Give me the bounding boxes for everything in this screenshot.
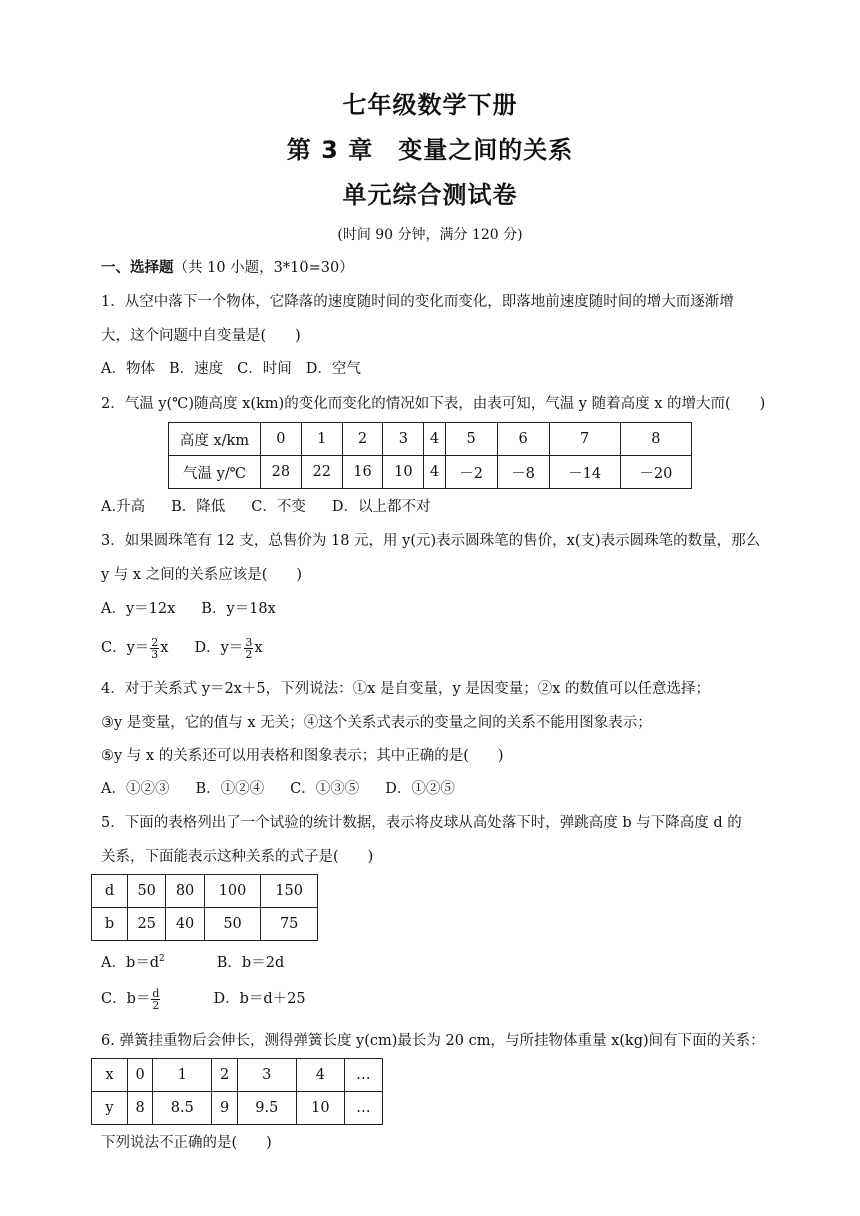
q3-options-ab <box>101 598 276 620</box>
q4-option-d: D．①②⑤ <box>385 781 455 797</box>
q5-option-c: C．b＝ $\frac{d}{2}$ <box>101 986 160 1012</box>
q1-stem-line2: 大，这个问题中自变量是( ) <box>101 328 301 344</box>
q5-option-a: A．$b=d^2$ <box>101 954 165 971</box>
q1-option-b: B．速度 <box>168 361 224 377</box>
table-cell: 150 <box>261 875 318 908</box>
section-note: （共 10 小题，3*10=30） <box>173 260 354 276</box>
q3-options-cd <box>101 631 263 665</box>
q3-stem-line2: y 与 x 之间的关系应该是( ) <box>101 567 303 583</box>
table-cell: 7 <box>549 423 620 456</box>
q4-option-c: C．①③⑤ <box>290 781 360 797</box>
table-cell: 1 <box>301 423 342 456</box>
table-cell: 气温 y/℃ <box>169 456 261 489</box>
q3-stem-line1: 3．如果圆珠笔有 12 支，总售价为 18 元，用 y(元)表示圆珠笔的售价，x(支)表示圆珠笔的数量，那么 <box>101 533 761 549</box>
table-cell: 高度 x/km <box>169 423 261 456</box>
table-row <box>92 1059 383 1092</box>
table-cell: b <box>92 908 128 941</box>
q6-table <box>91 1058 383 1125</box>
section-heading <box>101 257 354 279</box>
q4-stem-line3: ⑤y 与 x 的关系还可以用表格和图象表示；其中正确的是( ) <box>101 748 504 764</box>
table-cell: －14 <box>549 456 620 489</box>
q1-option-a: A．物体 <box>101 361 155 377</box>
table-cell: 8.5 <box>153 1092 212 1125</box>
table-cell: －8 <box>497 456 549 489</box>
table-cell: 80 <box>166 875 204 908</box>
table-cell: －2 <box>445 456 497 489</box>
q1-option-d: D．空气 <box>305 361 361 377</box>
table-cell: 22 <box>301 456 342 489</box>
q4-stem-line2: ③y 是变量，它的值与 x 无关；④这个关系式表示的变量之间的关系不能用图象表示； <box>101 715 652 731</box>
q5-options-ab <box>101 948 284 974</box>
q2-options <box>101 496 430 518</box>
q3-option-a: A．y＝12x <box>101 601 176 617</box>
table-row <box>169 423 692 456</box>
table-cell: 1 <box>153 1059 212 1092</box>
table-cell: 8 <box>620 423 691 456</box>
q6-follow-text: 下列说法不正确的是( ) <box>101 1135 272 1151</box>
table-cell: 50 <box>204 908 261 941</box>
table-cell: 100 <box>204 875 261 908</box>
table-cell: 9 <box>212 1092 237 1125</box>
q1-stem-line1: 1．从空中落下一个物体，它降落的速度随时间的变化而变化，即落地前速度随时间的增大而逐渐增 <box>101 294 734 310</box>
table-cell: d <box>92 875 128 908</box>
table-cell: 4 <box>424 423 445 456</box>
table-cell: 25 <box>128 908 166 941</box>
q2-option-d: D．以上都不对 <box>331 499 431 515</box>
table-cell: 3 <box>237 1059 296 1092</box>
table-cell: 2 <box>342 423 383 456</box>
table-cell: 50 <box>128 875 166 908</box>
table-cell: 4 <box>424 456 445 489</box>
q2-option-c: C．不变 <box>251 499 306 515</box>
exam-info: (时间 90 分钟，满分 120 分) <box>337 227 523 243</box>
table-cell: … <box>344 1092 382 1125</box>
q2-option-b: B．降低 <box>171 499 226 515</box>
table-row <box>169 456 692 489</box>
q2-stem: 2．气温 y(℃)随高度 x(km)的变化而变化的情况如下表，由表可知，气温 y 随着高度 x 的增大而( ) <box>101 396 766 412</box>
table-row <box>92 1092 383 1125</box>
table-cell: 0 <box>261 423 302 456</box>
table-cell: 8 <box>128 1092 153 1125</box>
fraction: $\frac{3}{2}$ <box>245 635 253 661</box>
table-cell: 0 <box>128 1059 153 1092</box>
fraction: $\frac{2}{3}$ <box>151 635 159 661</box>
q5-stem-line1: 5．下面的表格列出了一个试验的统计数据，表示将皮球从高处落下时，弹跳高度 b 与下降高度 d 的 <box>101 815 742 831</box>
q1-option-c: C．时间 <box>237 361 292 377</box>
fraction: $\frac{d}{2}$ <box>152 986 160 1012</box>
title-chapter: 第 3 章 变量之间的关系 <box>286 136 574 164</box>
q6-stem: 6. 弹簧挂重物后会伸长，测得弹簧长度 y(cm)最长为 20 cm，与所挂物体重量 x(kg)间有下面的关系： <box>101 1033 765 1049</box>
q4-options <box>101 778 455 800</box>
table-cell: 3 <box>383 423 424 456</box>
table-cell: 9.5 <box>237 1092 296 1125</box>
table-row <box>92 908 318 941</box>
table-cell: 5 <box>445 423 497 456</box>
q1-options <box>101 358 361 380</box>
q3-option-c: C．y＝ $\frac{2}{3}$ x <box>101 635 169 661</box>
title-book: 七年级数学下册 <box>342 91 518 119</box>
table-cell: 10 <box>383 456 424 489</box>
table-cell: 2 <box>212 1059 237 1092</box>
q5-option-d: D．b＝d＋25 <box>213 991 306 1007</box>
q5-options-cd <box>101 982 306 1016</box>
q5-table <box>91 874 318 941</box>
table-cell: 10 <box>296 1092 344 1125</box>
q4-option-b: B．①②④ <box>195 781 265 797</box>
q2-option-a: A.升高 <box>101 499 146 515</box>
q5-stem-line2: 关系，下面能表示这种关系的式子是( ) <box>101 849 374 865</box>
table-cell: … <box>344 1059 382 1092</box>
q5-option-b: B．b＝2d <box>216 954 285 971</box>
q2-table <box>168 422 692 489</box>
table-cell: 40 <box>166 908 204 941</box>
table-cell: 4 <box>296 1059 344 1092</box>
table-cell: 6 <box>497 423 549 456</box>
q4-option-a: A．①②③ <box>101 781 170 797</box>
table-row <box>92 875 318 908</box>
q4-stem-line1: 4．对于关系式 y＝2x＋5，下列说法：①x 是自变量，y 是因变量；②x 的数值可以任意选择； <box>101 681 711 697</box>
q3-option-b: B．y＝18x <box>201 601 276 617</box>
table-cell: 16 <box>342 456 383 489</box>
table-cell: －20 <box>620 456 691 489</box>
table-cell: x <box>92 1059 128 1092</box>
title-test: 单元综合测试卷 <box>342 181 518 209</box>
table-cell: y <box>92 1092 128 1125</box>
table-cell: 28 <box>261 456 302 489</box>
q3-option-d: D．y＝ $\frac{3}{2}$ x <box>194 635 263 661</box>
table-cell: 75 <box>261 908 318 941</box>
section-label: 一、选择题 <box>101 260 174 276</box>
